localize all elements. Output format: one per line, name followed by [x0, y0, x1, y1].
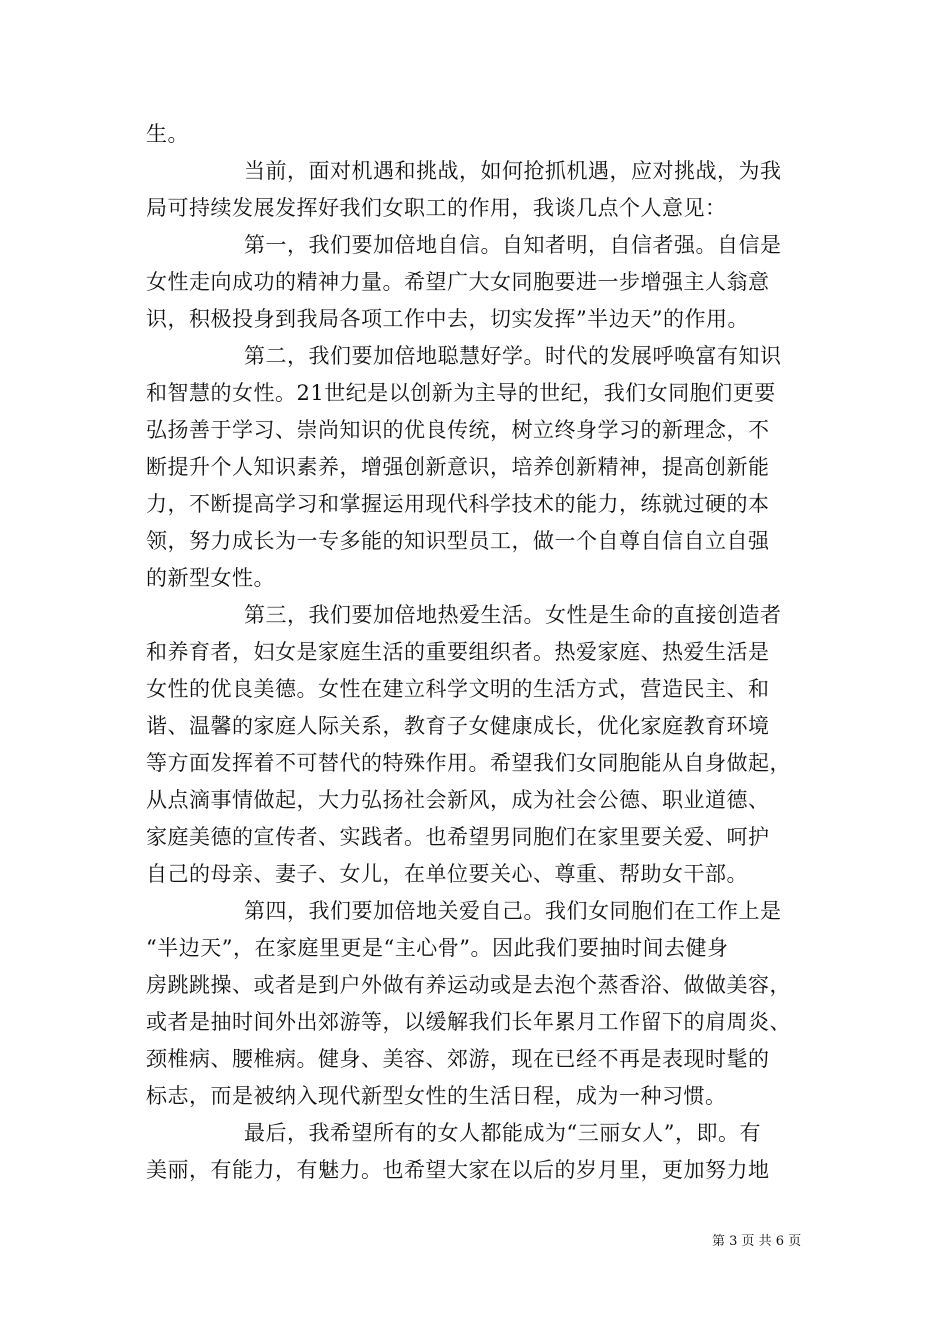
text-line: 房跳跳操、或者是到户外做有养运动或是去泡个蒸香浴、做做美容， — [146, 973, 791, 997]
paragraph-second-line: 第二，我们要加倍地聪慧好学。时代的发展呼唤富有知识 — [244, 344, 782, 368]
text-line: 自己的母亲、妻子、女儿，在单位要关心、尊重、帮助女干部。 — [146, 862, 748, 886]
text-line: 从点滴事情做起，大力弘扬社会新风，成为社会公德、职业道德、 — [146, 788, 770, 812]
text-line: 女性的优良美德。女性在建立科学文明的生活方式，营造民主、和 — [146, 677, 770, 701]
paragraph-fourth-line: 第四，我们要加倍地关爱自己。我们女同胞们在工作上是 — [244, 899, 782, 923]
paragraph-intro-line: 当前，面对机遇和挑战，如何抢抓机遇，应对挑战，为我 — [244, 159, 782, 183]
text-line: 等方面发挥着不可替代的特殊作用。希望我们女同胞能从自身做起， — [146, 751, 791, 775]
text-line: 断提升个人知识素养，增强创新意识，培养创新精神，提高创新能 — [146, 455, 770, 479]
text-line: 美丽，有能力，有魅力。也希望大家在以后的岁月里，更加努力地 — [146, 1158, 770, 1182]
text-line: 家庭美德的宣传者、实践者。也希望男同胞们在家里要关爱、呵护 — [146, 825, 770, 849]
text-line: 或者是抽时间外出郊游等，以缓解我们长年累月工作留下的肩周炎、 — [146, 1010, 791, 1034]
text-line: 谐、温馨的家庭人际关系，教育子女健康成长，优化家庭教育环境 — [146, 714, 770, 738]
paragraph-final-line: 最后，我希望所有的女人都能成为“三丽女人”，即。有 — [244, 1121, 761, 1145]
text-line: 力，不断提高学习和掌握运用现代科学技术的能力，练就过硬的本 — [146, 492, 770, 516]
text-line: 女性走向成功的精神力量。希望广大女同胞要进一步增强主人翁意 — [146, 270, 770, 294]
text-line: 生。 — [146, 122, 189, 146]
text-line: “半边天”，在家庭里更是“主心骨”。因此我们要抽时间去健身 — [146, 936, 729, 960]
paragraph-third-line: 第三，我们要加倍地热爱生活。女性是生命的直接创造者 — [244, 603, 782, 627]
body-text — [146, 116, 808, 1189]
text-line: 标志，而是被纳入现代新型女性的生活日程，成为一种习惯。 — [146, 1084, 727, 1108]
text-line: 局可持续发展发挥好我们女职工的作用，我谈几点个人意见： — [146, 196, 727, 220]
text-line: 和智慧的女性。21世纪是以创新为主导的世纪，我们女同胞们更要 — [146, 381, 776, 405]
paragraph-first-line: 第一，我们要加倍地自信。自知者明，自信者强。自信是 — [244, 233, 782, 257]
text-line: 和养育者，妇女是家庭生活的重要组织者。热爱家庭、热爱生活是 — [146, 640, 770, 664]
text-line: 领，努力成长为一专多能的知识型员工，做一个自尊自信自立自强 — [146, 529, 770, 553]
text-line: 颈椎病、腰椎病。健身、美容、郊游，现在已经不再是表现时髦的 — [146, 1047, 770, 1071]
text-line: 的新型女性。 — [146, 566, 275, 590]
page-number-footer: 第 3 页 共 6 页 — [712, 1234, 802, 1249]
text-line: 弘扬善于学习、崇尚知识的优良传统，树立终身学习的新理念，不 — [146, 418, 770, 442]
text-line: 识，积极投身到我局各项工作中去，切实发挥”半边天”的作用。 — [146, 307, 749, 331]
